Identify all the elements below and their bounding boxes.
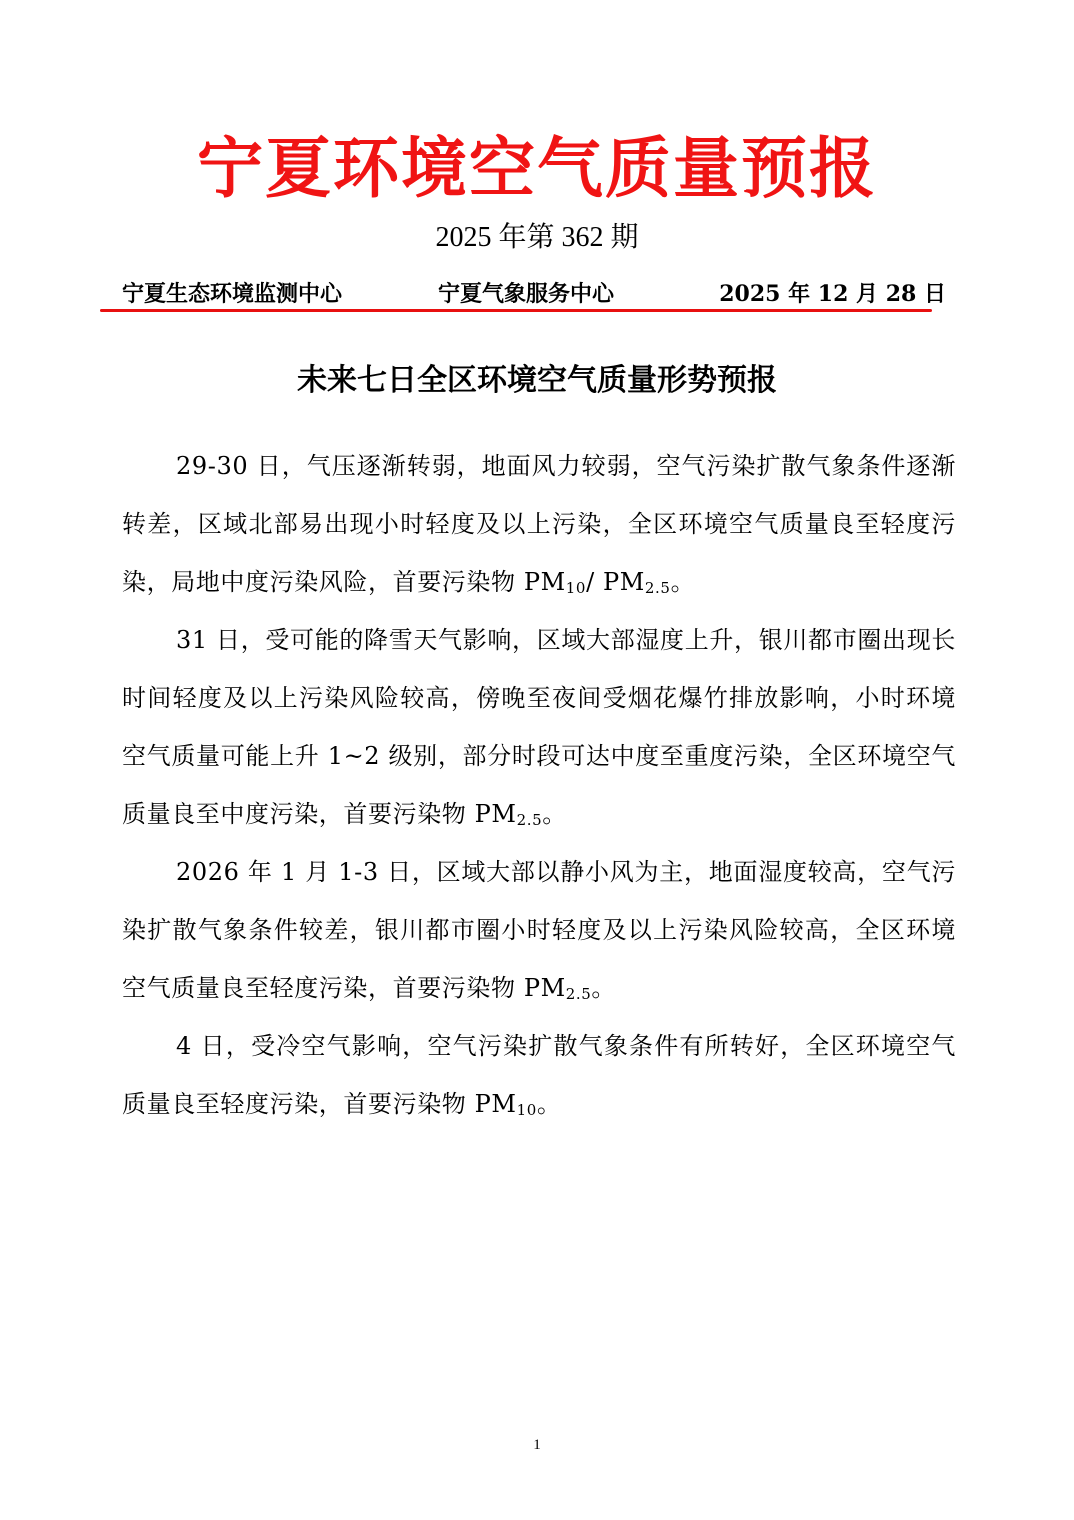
masthead-title: 宁夏环境空气质量预报	[197, 129, 877, 207]
issue-number: 2025 年第 362 期	[435, 222, 639, 253]
paragraph-text: 。	[536, 1090, 562, 1118]
paragraph-text: 。	[670, 568, 696, 596]
forecast-paragraph	[122, 611, 956, 843]
forecast-paragraph	[122, 437, 956, 611]
pollutant-subscript: 10	[565, 579, 587, 597]
forecast-paragraph	[122, 843, 956, 1017]
pollutant-subscript: 10	[516, 1101, 537, 1119]
issue-date: 2025 年 12 月 28 日	[719, 281, 946, 307]
forecast-headline: 未来七日全区环境空气质量形势预报	[297, 363, 777, 398]
paragraph-text: 。	[591, 974, 617, 1002]
header-divider	[100, 309, 932, 312]
pollutant-subscript: 2.5	[516, 811, 543, 829]
pollutant-subscript: 2.5	[565, 985, 592, 1003]
paragraph-text: 。	[542, 800, 567, 828]
pollutant-subscript: 2.5	[644, 579, 671, 597]
forecast-paragraph	[122, 1017, 956, 1133]
paragraph-text: 4 日，受冷空气影响，空气污染扩散气象条件有所转好，全区环境空气质量良至轻度污染，首要污染物 PM	[122, 1032, 956, 1118]
paragraph-text: 2026 年 1 月 1-3 日，区域大部以静小风为主，地面湿度较高，空气污染扩散气象条件较差，银川都市圈小时轻度及以上污染风险较高，全区环境空气质量良至轻度污染，首要污染物 PM	[122, 858, 956, 1002]
issuing-org-meteorology: 宁夏气象服务中心	[438, 281, 615, 307]
paragraph-text: 29-30 日，气压逐渐转弱，地面风力较弱，空气污染扩散气象条件逐渐转差，区域北部易出现小时轻度及以上污染，全区环境空气质量良至轻度污染，局地中度污染风险，首要污染物 PM	[122, 452, 956, 596]
page-number: 1	[533, 1437, 541, 1453]
paragraph-text: 31 日，受可能的降雪天气影响，区域大部湿度上升，银川都市圈出现长时间轻度及以上污染风险较高，傍晚至夜间受烟花爆竹排放影响，小时环境空气质量可能上升 1~2 级别，部分时段可达中度至重度污染，全区环境空气质量良至中度污染，首要污染物 PM	[122, 626, 956, 828]
issuing-org-environment: 宁夏生态环境监测中心	[122, 281, 343, 307]
paragraph-text: / PM	[586, 568, 645, 596]
forecast-body	[122, 437, 956, 1133]
